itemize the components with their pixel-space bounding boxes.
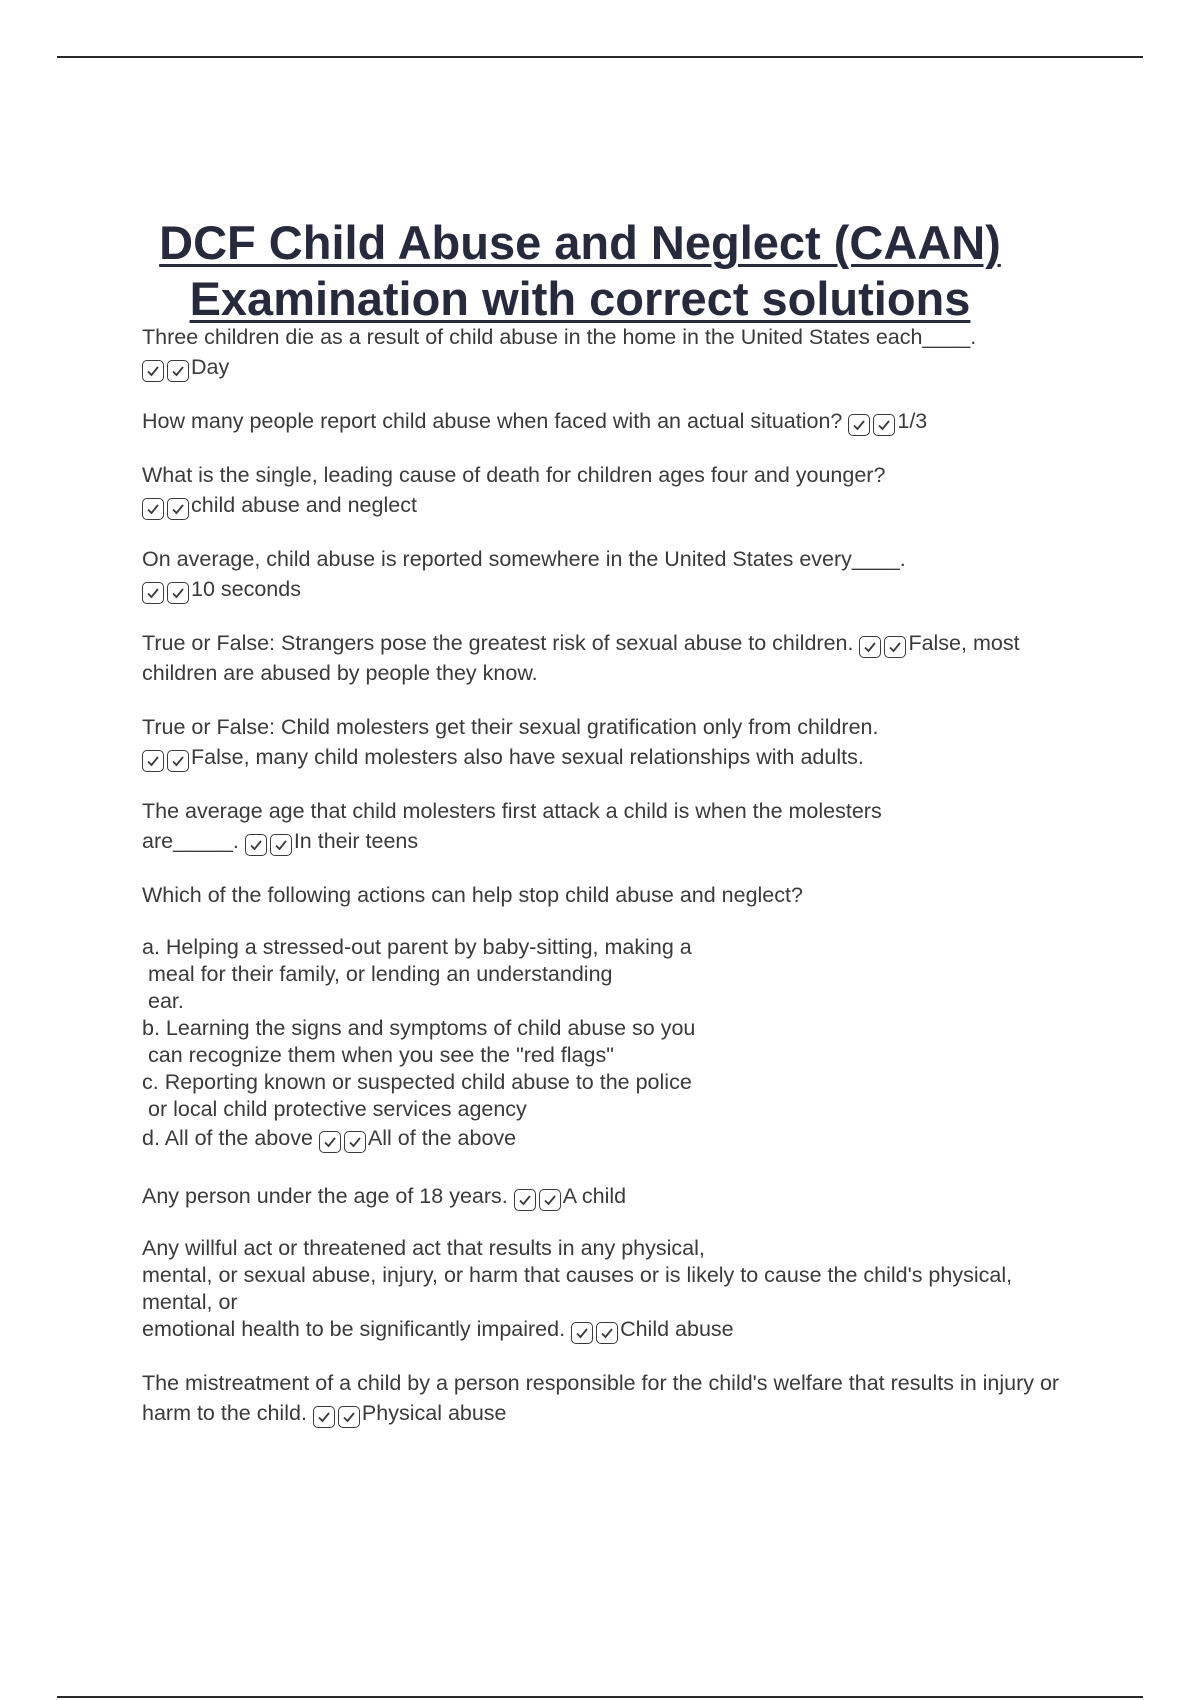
check-pair (319, 1131, 366, 1153)
option-d (142, 1123, 1062, 1153)
answer-text: Physical abuse (361, 1401, 507, 1425)
check-box-icon (319, 1131, 341, 1153)
check-box-icon (514, 1189, 536, 1211)
question-text: True or False: Strangers pose the greatest risk of sexual abuse to children. (142, 631, 854, 655)
question-line: mental, or sexual abuse, injury, or harm that causes or is likely to cause the child's physical, mental, or (142, 1263, 1013, 1314)
question-text: True or False: Child molesters get their sexual gratification only from children. (142, 715, 879, 739)
question-text: Three children die as a result of child abuse in the home in the United States each____. (142, 325, 977, 349)
answer-text: Child abuse (620, 1317, 734, 1341)
question-text: What is the single, leading cause of death for children ages four and younger? (142, 463, 886, 487)
check-pair (848, 414, 895, 436)
check-pair (142, 582, 189, 604)
qa-list (142, 322, 1066, 1452)
check-box-icon (859, 636, 881, 658)
question-text: The mistreatment of a child by a person responsible for the child's welfare that results in injury or harm to the child. (142, 1371, 1066, 1425)
check-pair (571, 1322, 618, 1344)
check-box-icon (873, 414, 895, 436)
answer-text: 10 seconds (191, 577, 301, 601)
check-pair (142, 750, 189, 772)
document-title (0, 215, 1160, 327)
multi-choice-options (142, 934, 1062, 1153)
bottom-rule (57, 1696, 1143, 1698)
check-pair (859, 636, 906, 658)
check-pair (514, 1189, 561, 1211)
qa-item (142, 460, 1062, 520)
check-box-icon (142, 498, 164, 520)
option-line: c. Reporting known or suspected child abuse to the police (142, 1070, 692, 1094)
option-a (142, 934, 1062, 1015)
answer-text: False, many child molesters also have sexual relationships with adults. (191, 745, 864, 769)
qa-item (142, 1368, 1066, 1428)
qa-item (142, 544, 1062, 604)
option-line: meal for their family, or lending an understanding (148, 962, 613, 986)
option-line: a. Helping a stressed-out parent by baby-sitting, making a (142, 935, 692, 959)
answer-text: A child (562, 1184, 627, 1208)
check-pair (142, 498, 189, 520)
check-box-icon (884, 636, 906, 658)
answer-text: False, most children are abused by people they know. (142, 631, 1026, 685)
qa-item (142, 796, 972, 856)
title-line-2: Examination with correct solutions (189, 272, 971, 325)
option-line: or local child protective services agency (148, 1097, 527, 1121)
check-box-icon (313, 1406, 335, 1428)
check-box-icon (167, 498, 189, 520)
question-line: emotional health to be significantly impaired. (142, 1317, 566, 1341)
question-text: The average age that child molesters first attack a child is when the molesters are_____. (142, 799, 888, 853)
qa-item (142, 1235, 1062, 1344)
check-box-icon (142, 360, 164, 382)
check-pair (245, 834, 292, 856)
option-b (142, 1015, 1062, 1069)
check-box-icon (571, 1322, 593, 1344)
top-rule (57, 56, 1143, 58)
check-box-icon (848, 414, 870, 436)
check-box-icon (539, 1189, 561, 1211)
answer-text: All of the above (367, 1126, 517, 1150)
check-box-icon (596, 1322, 618, 1344)
option-line: ear. (148, 989, 184, 1013)
answer-text: Day (191, 355, 230, 379)
qa-item (142, 406, 1062, 436)
option-line: b. Learning the signs and symptoms of child abuse so you (142, 1016, 696, 1040)
answer-text: In their teens (293, 829, 419, 853)
check-box-icon (245, 834, 267, 856)
answer-text: 1/3 (897, 409, 928, 433)
question-text: Any person under the age of 18 years. (142, 1184, 508, 1208)
option-c (142, 1069, 1062, 1123)
check-box-icon (167, 750, 189, 772)
question-line: Any willful act or threatened act that results in any physical, (142, 1236, 705, 1260)
multi-choice-question: Which of the following actions can help stop child abuse and neglect? (142, 883, 803, 907)
question-text: On average, child abuse is reported somewhere in the United States every____. (142, 547, 906, 571)
qa-item (142, 712, 1062, 772)
qa-item (142, 628, 1062, 688)
check-box-icon (270, 834, 292, 856)
answer-text: child abuse and neglect (191, 493, 417, 517)
question-text: How many people report child abuse when faced with an actual situation? (142, 409, 843, 433)
qa-item (142, 322, 1062, 382)
option-line: d. All of the above (142, 1126, 313, 1150)
check-box-icon (142, 582, 164, 604)
check-pair (313, 1406, 360, 1428)
check-box-icon (142, 750, 164, 772)
check-box-icon (344, 1131, 366, 1153)
check-box-icon (167, 582, 189, 604)
title-line-1: DCF Child Abuse and Neglect (CAAN) (159, 216, 1001, 269)
check-pair (142, 360, 189, 382)
option-line: can recognize them when you see the "red flags" (148, 1043, 614, 1067)
qa-item (142, 1181, 1062, 1211)
check-box-icon (338, 1406, 360, 1428)
check-box-icon (167, 360, 189, 382)
